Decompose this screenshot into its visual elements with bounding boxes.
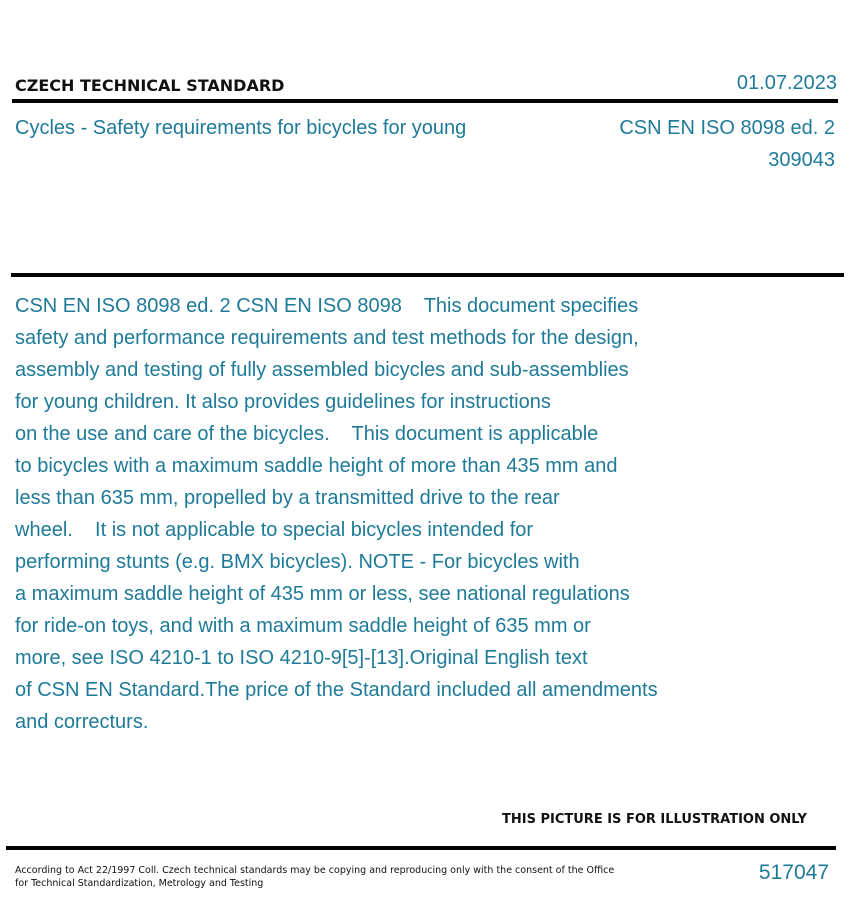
header-rule [12,99,838,103]
abstract-line: safety and performance requirements and test methods for the design, [15,327,639,349]
illustration-note: THIS PICTURE IS FOR ILLUSTRATION ONLY [502,812,807,827]
abstract-line: for young children. It also provides guidelines for instructions [15,391,551,413]
abstract-line: to bicycles with a maximum saddle height of more than 435 mm and [15,455,618,477]
abstract-line: less than 635 mm, propelled by a transmitted drive to the rear [15,487,560,509]
abstract-text [15,290,715,738]
abstract-line: assembly and testing of fully assembled bicycles and sub-assemblies [15,359,629,381]
header-date: 01.07.2023 [736,72,837,94]
document-number: 517047 [758,861,829,884]
abstract-line: for ride-on toys, and with a maximum saddle height of 635 mm or [15,615,591,637]
standard-code: CSN EN ISO 8098 ed. 2 [619,117,835,139]
abstract-line: CSN EN ISO 8098 ed. 2 CSN EN ISO 8098 This document specifies [15,295,639,317]
legal-line: According to Act 22/1997 Coll. Czech technical standards may be copying and reproducing only with the consent of the Office [15,865,615,876]
abstract-line: and correcturs. [15,711,149,733]
abstract-line: a maximum saddle height of 435 mm or less, see national regulations [15,583,630,605]
footer-rule [6,846,836,850]
classification-code: 309043 [768,149,835,171]
abstract-line: more, see ISO 4210-1 to ISO 4210-9[5]-[13].Original English text [15,647,588,669]
legal-line: for Technical Standardization, Metrology and Testing [15,878,264,889]
legal-notice [15,864,614,890]
abstract-line: wheel. It is not applicable to special bicycles intended for [15,519,534,541]
standard-title: Cycles - Safety requirements for bicycles for young [15,117,467,139]
header-label: CZECH TECHNICAL STANDARD [15,76,285,95]
section-rule [11,273,844,277]
abstract-line: on the use and care of the bicycles. This document is applicable [15,423,599,445]
abstract-line: of CSN EN Standard.The price of the Standard included all amendments [15,679,658,701]
abstract-line: performing stunts (e.g. BMX bicycles). NOTE - For bicycles with [15,551,580,573]
